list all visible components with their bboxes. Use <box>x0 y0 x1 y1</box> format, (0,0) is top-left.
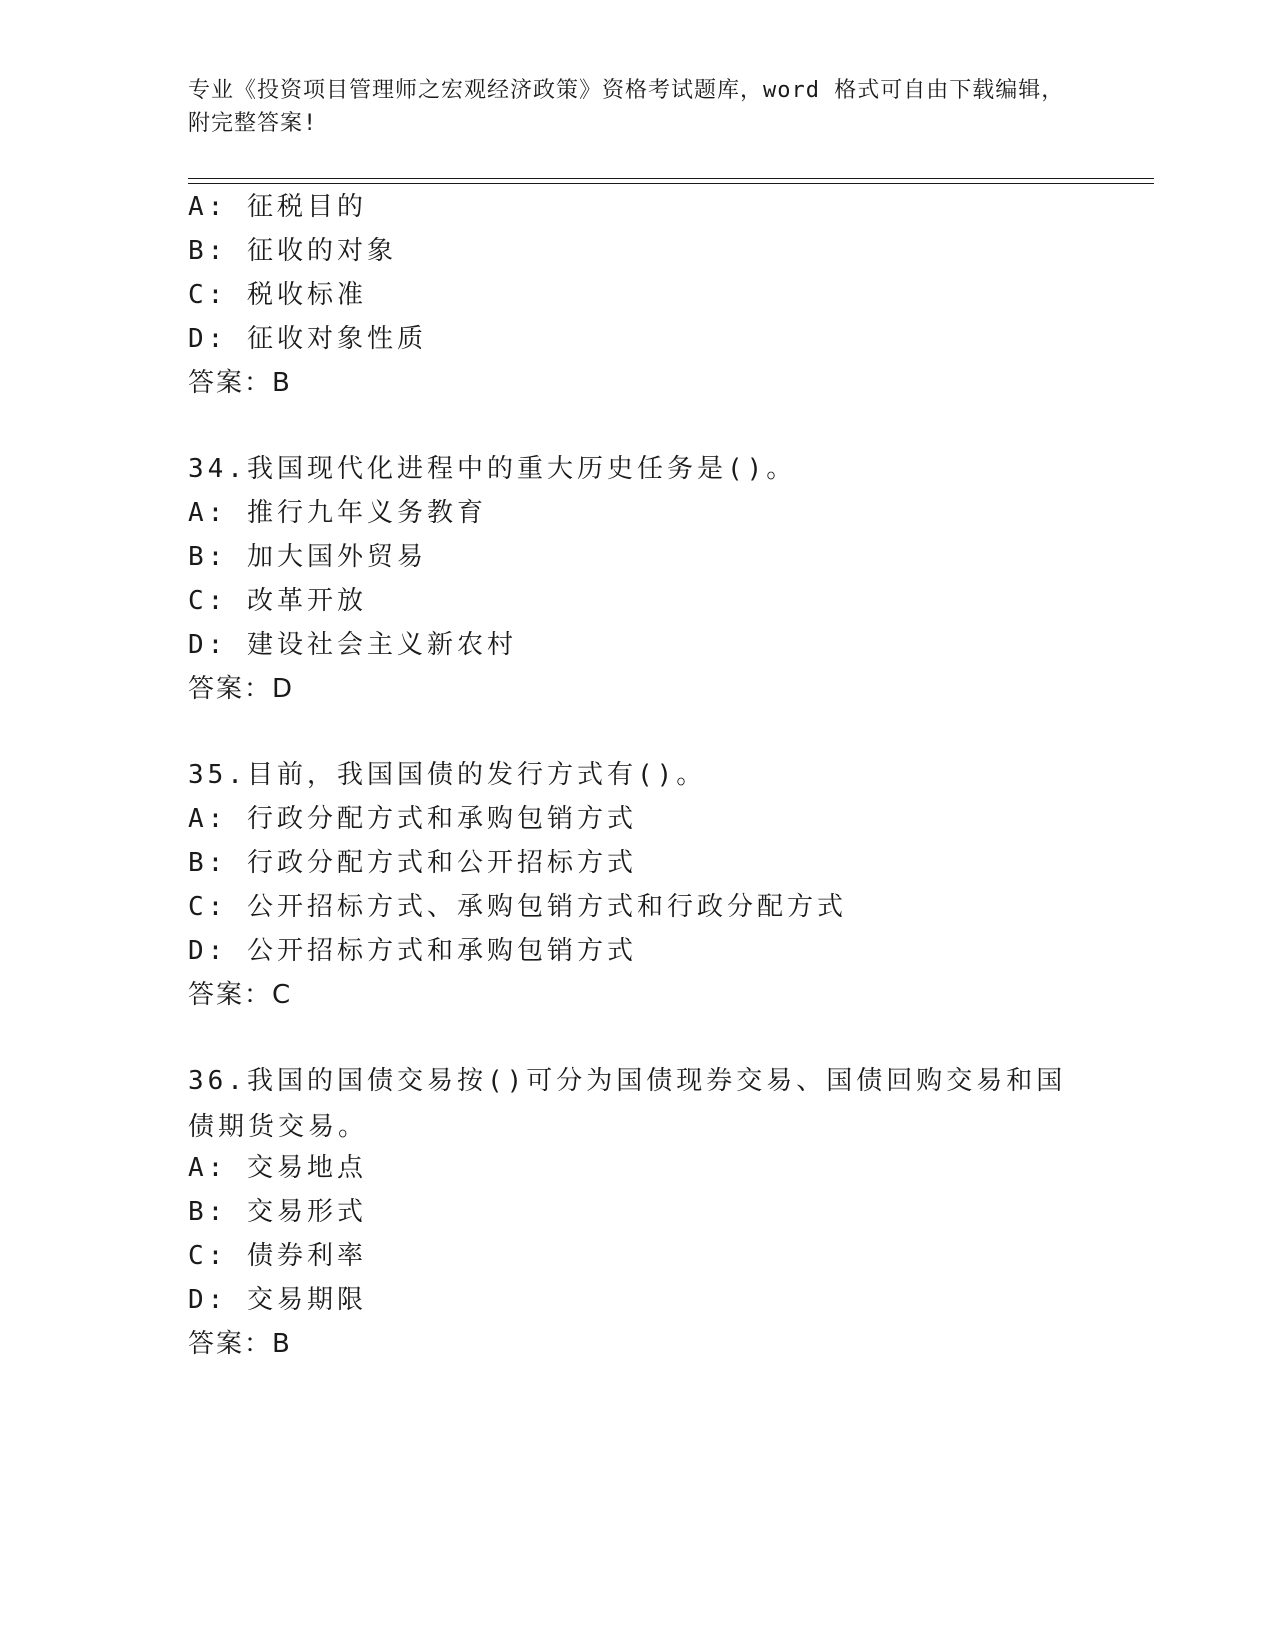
header-divider-bottom <box>188 183 1154 184</box>
answer-line: 答案：B <box>188 1329 292 1359</box>
option-b: B: 交易形式 <box>188 1197 367 1227</box>
option-d: D: 交易期限 <box>188 1285 367 1315</box>
option-b: B: 加大国外贸易 <box>188 542 427 572</box>
question-stem-34: 34.我国现代化进程中的重大历史任务是()。 <box>188 454 797 484</box>
option-a: A: 交易地点 <box>188 1153 367 1183</box>
option-c: C: 改革开放 <box>188 586 367 616</box>
option-c: C: 税收标准 <box>188 280 367 310</box>
answer-line: 答案：C <box>188 980 293 1010</box>
option-a: A: 行政分配方式和承购包销方式 <box>188 804 637 834</box>
option-c: C: 公开招标方式、承购包销方式和行政分配方式 <box>188 892 847 922</box>
option-b: B: 征收的对象 <box>188 236 397 266</box>
option-a: A: 推行九年义务教育 <box>188 498 487 528</box>
question-stem-35: 35.目前，我国国债的发行方式有()。 <box>188 760 707 790</box>
option-d: D: 公开招标方式和承购包销方式 <box>188 936 637 966</box>
header-divider-top <box>188 178 1154 179</box>
option-d: D: 征收对象性质 <box>188 324 427 354</box>
option-c: C: 债券利率 <box>188 1241 367 1271</box>
option-d: D: 建设社会主义新农村 <box>188 630 517 660</box>
answer-line: 答案：D <box>188 674 295 704</box>
answer-line: 答案：B <box>188 368 292 398</box>
question-stem-36: 36.我国的国债交易按()可分为国债现券交易、国债回购交易和国债期货交易。 <box>188 1066 1067 1142</box>
option-a: A: 征税目的 <box>188 192 367 222</box>
option-b: B: 行政分配方式和公开招标方式 <box>188 848 637 878</box>
document-header: 专业《投资项目管理师之宏观经济政策》资格考试题库，word 格式可自由下载编辑，附完整答案! <box>188 78 1065 136</box>
